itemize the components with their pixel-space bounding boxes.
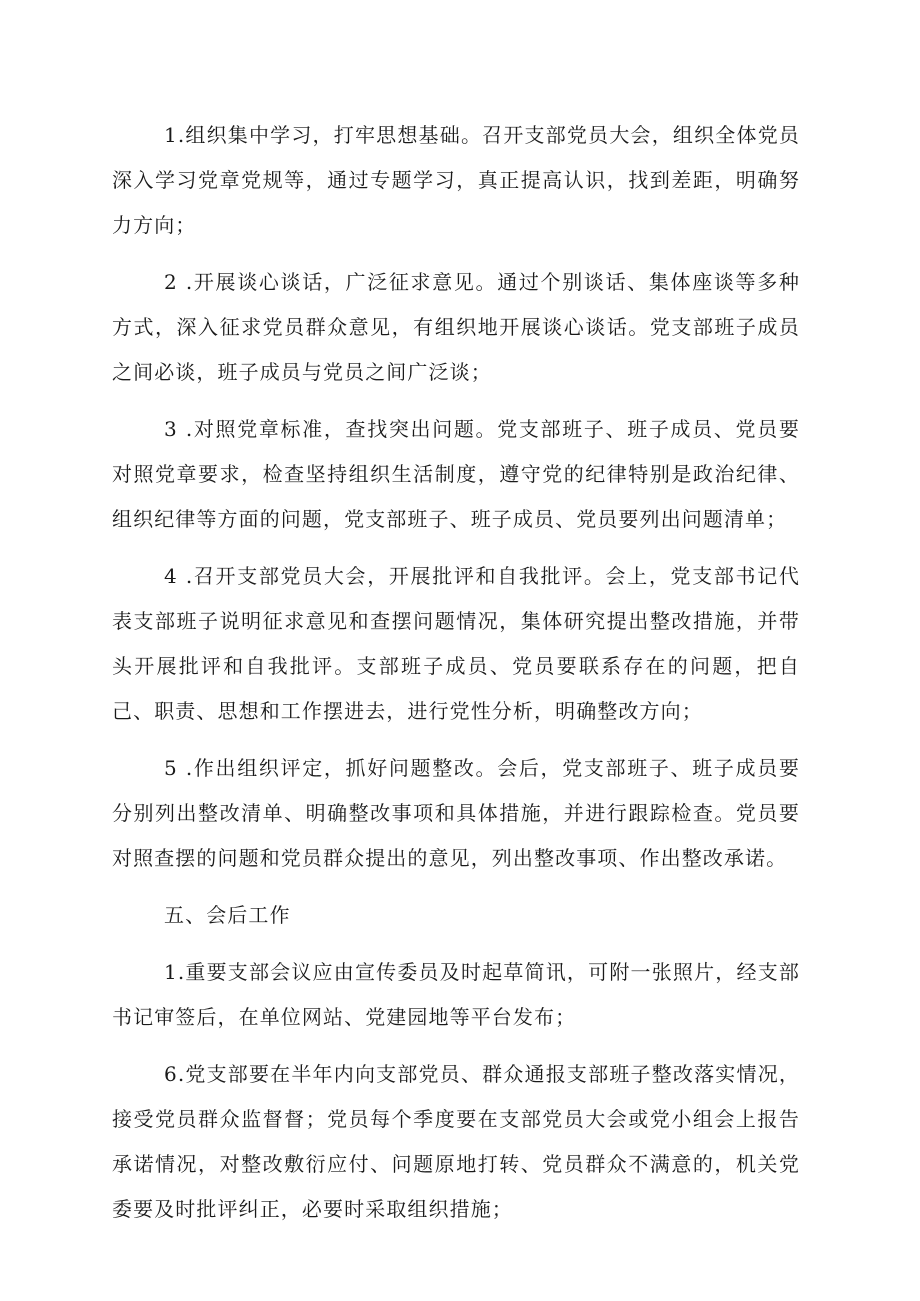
section-heading: 五、会后工作 (164, 903, 291, 927)
document-body (112, 113, 800, 1244)
paragraph-1: 1.组织集中学习，打牢思想基础。召开支部党员大会，组织全体党员深入学习党章党规等，通过专题学习，真正提高认识，找到差距，明确努力方向； (112, 123, 800, 237)
paragraph-5: 5 .作出组织评定，抓好问题整改。会后，党支部班子、班子成员要分别列出整改清单、明确整改事项和具体措施，并进行跟踪检查。党员要对照查摆的问题和党员群众提出的意见，列出整改事项、作出整改承诺。 (112, 756, 800, 870)
paragraph-4: 4 .召开支部党员大会，开展批评和自我批评。会上，党支部书记代表支部班子说明征求意见和查摆问题情况，集体研究提出整改措施，并带头开展批评和自我批评。支部班子成员、党员要联系存在的问题，把自己、职责、思想和工作摆进去，进行党性分析，明确整改方向； (112, 564, 800, 723)
paragraph-2: 2 .开展谈心谈话，广泛征求意见。通过个别谈话、集体座谈等多种方式，深入征求党员群众意见，有组织地开展谈心谈话。党支部班子成员之间必谈，班子成员与党员之间广泛谈； (112, 270, 800, 384)
section-paragraph-2: 6.党支部要在半年内向支部党员、群众通报支部班子整改落实情况，接受党员群众监督督；党员每个季度要在支部党员大会或党小组会上报告承诺情况，对整改敷衍应付、问题原地打转、党员群众不满意的，机关党委要及时批评纠正，必要时采取组织措施； (112, 1062, 800, 1221)
section-paragraph-1: 1.重要支部会议应由宣传委员及时起草简讯，可附一张照片，经支部书记审签后，在单位网站、党建园地等平台发布； (112, 960, 800, 1029)
paragraph-3: 3 .对照党章标准，查找突出问题。党支部班子、班子成员、党员要对照党章要求，检查坚持组织生活制度，遵守党的纪律特别是政治纪律、组织纪律等方面的问题，党支部班子、班子成员、党员要列出问题清单； (112, 417, 800, 531)
